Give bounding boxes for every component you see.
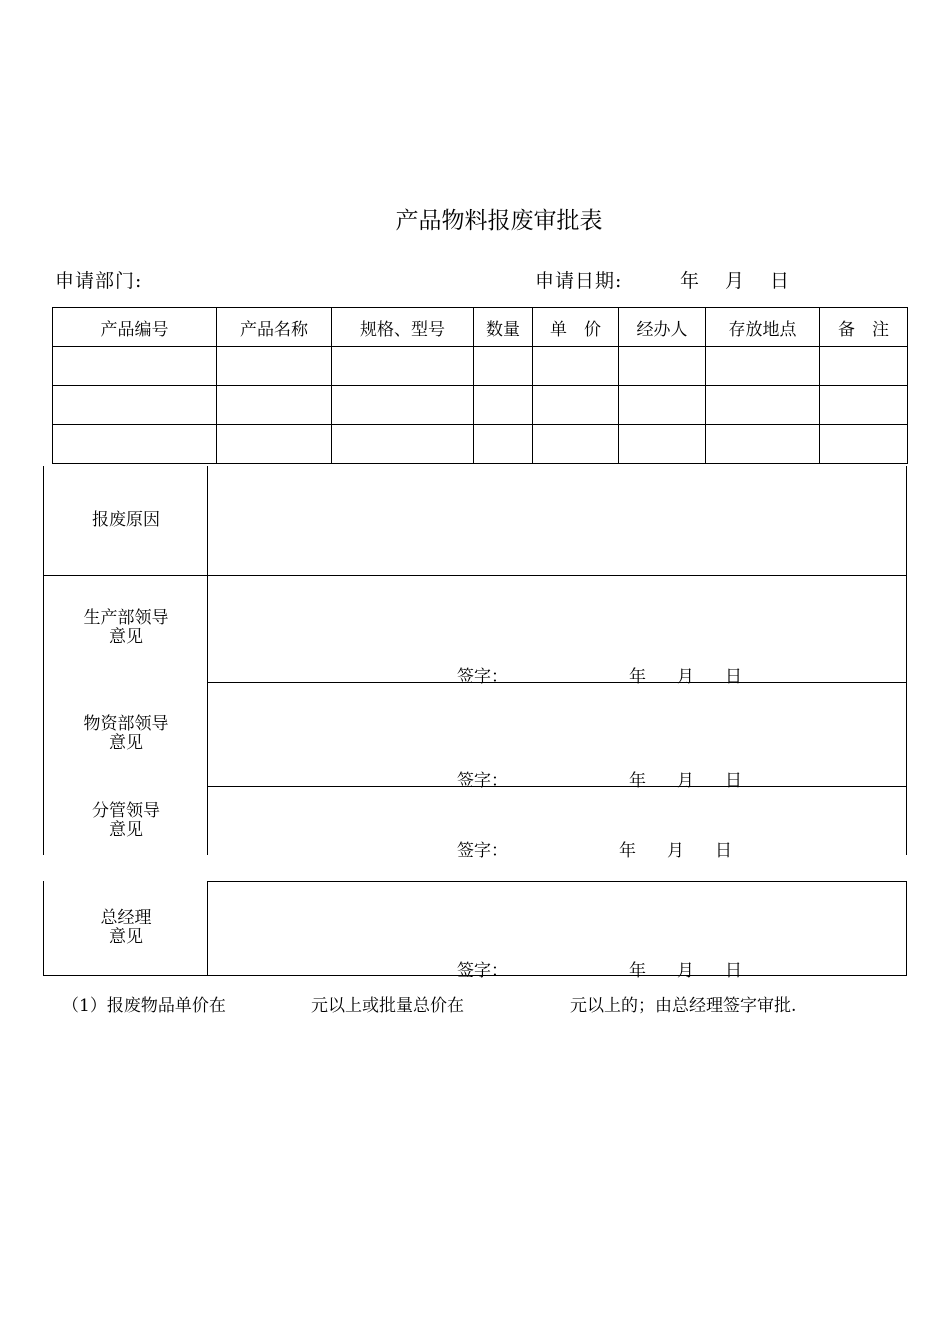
reason-bottom-line <box>43 575 907 576</box>
gm-sign-year: 年 <box>629 961 646 981</box>
table-row <box>53 386 908 425</box>
date-month: 月 <box>725 270 745 292</box>
gm-sign-day: 日 <box>725 961 742 981</box>
table-cell[interactable] <box>332 347 474 386</box>
table-cell[interactable] <box>217 386 332 425</box>
production-sign-month: 月 <box>677 667 694 687</box>
table-cell[interactable] <box>706 425 820 464</box>
branch-sign-month: 月 <box>667 841 684 861</box>
header-spec-model: 规格、型号 <box>332 308 474 347</box>
gm-opinion-label <box>44 909 208 947</box>
table-cell[interactable] <box>474 347 533 386</box>
table-header-row <box>53 308 908 347</box>
table-cell[interactable] <box>533 386 619 425</box>
materials-sign-month: 月 <box>677 771 694 791</box>
branch-sign-day: 日 <box>715 841 732 861</box>
table-cell[interactable] <box>820 386 908 425</box>
production-bottom-line <box>207 682 907 683</box>
production-label-line2: 意见 <box>109 627 143 647</box>
table-cell[interactable] <box>53 347 217 386</box>
production-opinion-label <box>44 609 208 647</box>
materials-sign-year: 年 <box>629 771 646 791</box>
table-cell[interactable] <box>332 386 474 425</box>
table-cell[interactable] <box>53 425 217 464</box>
date-day: 日 <box>770 270 790 292</box>
header-unit-price: 单 价 <box>533 308 619 347</box>
branch-label-line2: 意见 <box>109 820 143 840</box>
production-label-line1: 生产部领导 <box>83 608 169 628</box>
table-cell[interactable] <box>533 347 619 386</box>
materials-label-line1: 物资部领导 <box>83 714 169 734</box>
gm-right-border <box>906 881 907 976</box>
gm-sign-label: 签字： <box>457 961 508 981</box>
gm-top-line <box>207 881 907 882</box>
table-row <box>53 425 908 464</box>
materials-sign-day: 日 <box>725 771 742 791</box>
gm-sign-month: 月 <box>677 961 694 981</box>
production-sign-day: 日 <box>725 667 742 687</box>
approval-right-border <box>906 466 907 855</box>
table-cell[interactable] <box>820 347 908 386</box>
branch-opinion-label <box>44 802 208 840</box>
gm-label-line1: 总经理 <box>100 908 152 928</box>
table-cell[interactable] <box>474 386 533 425</box>
materials-label-line2: 意见 <box>109 733 143 753</box>
date-year: 年 <box>680 270 700 292</box>
items-table <box>52 307 908 464</box>
table-cell[interactable] <box>474 425 533 464</box>
table-cell[interactable] <box>706 386 820 425</box>
table-cell[interactable] <box>619 347 706 386</box>
header-quantity: 数量 <box>474 308 533 347</box>
table-cell[interactable] <box>53 386 217 425</box>
note-part1: （1）报废物品单价在 <box>62 996 226 1016</box>
dept-label: 申请部门: <box>55 270 143 292</box>
gm-label-line2: 意见 <box>109 927 143 947</box>
header-handler: 经办人 <box>619 308 706 347</box>
production-sign-label: 签字： <box>457 667 508 687</box>
table-cell[interactable] <box>706 347 820 386</box>
branch-sign-year: 年 <box>619 841 636 861</box>
production-sign-year: 年 <box>629 667 646 687</box>
date-label: 申请日期: <box>535 270 623 292</box>
note-part2: 元以上或批量总价在 <box>311 996 464 1016</box>
branch-label-line1: 分管领导 <box>92 801 160 821</box>
table-cell[interactable] <box>820 425 908 464</box>
materials-opinion-label <box>44 715 208 753</box>
table-cell[interactable] <box>619 386 706 425</box>
reason-label: 报废原因 <box>92 510 160 530</box>
header-product-code: 产品编号 <box>53 308 217 347</box>
table-cell[interactable] <box>619 425 706 464</box>
table-cell[interactable] <box>217 347 332 386</box>
branch-sign-label: 签字： <box>457 841 508 861</box>
materials-sign-label: 签字： <box>457 771 508 791</box>
materials-bottom-line <box>207 786 907 787</box>
note-part3: 元以上的；由总经理签字审批. <box>570 996 797 1016</box>
page-title: 产品物料报废审批表 <box>395 208 603 234</box>
header-storage-location: 存放地点 <box>706 308 820 347</box>
table-cell[interactable] <box>332 425 474 464</box>
header-product-name: 产品名称 <box>217 308 332 347</box>
header-remarks: 备 注 <box>820 308 908 347</box>
table-cell[interactable] <box>217 425 332 464</box>
table-cell[interactable] <box>533 425 619 464</box>
table-row <box>53 347 908 386</box>
